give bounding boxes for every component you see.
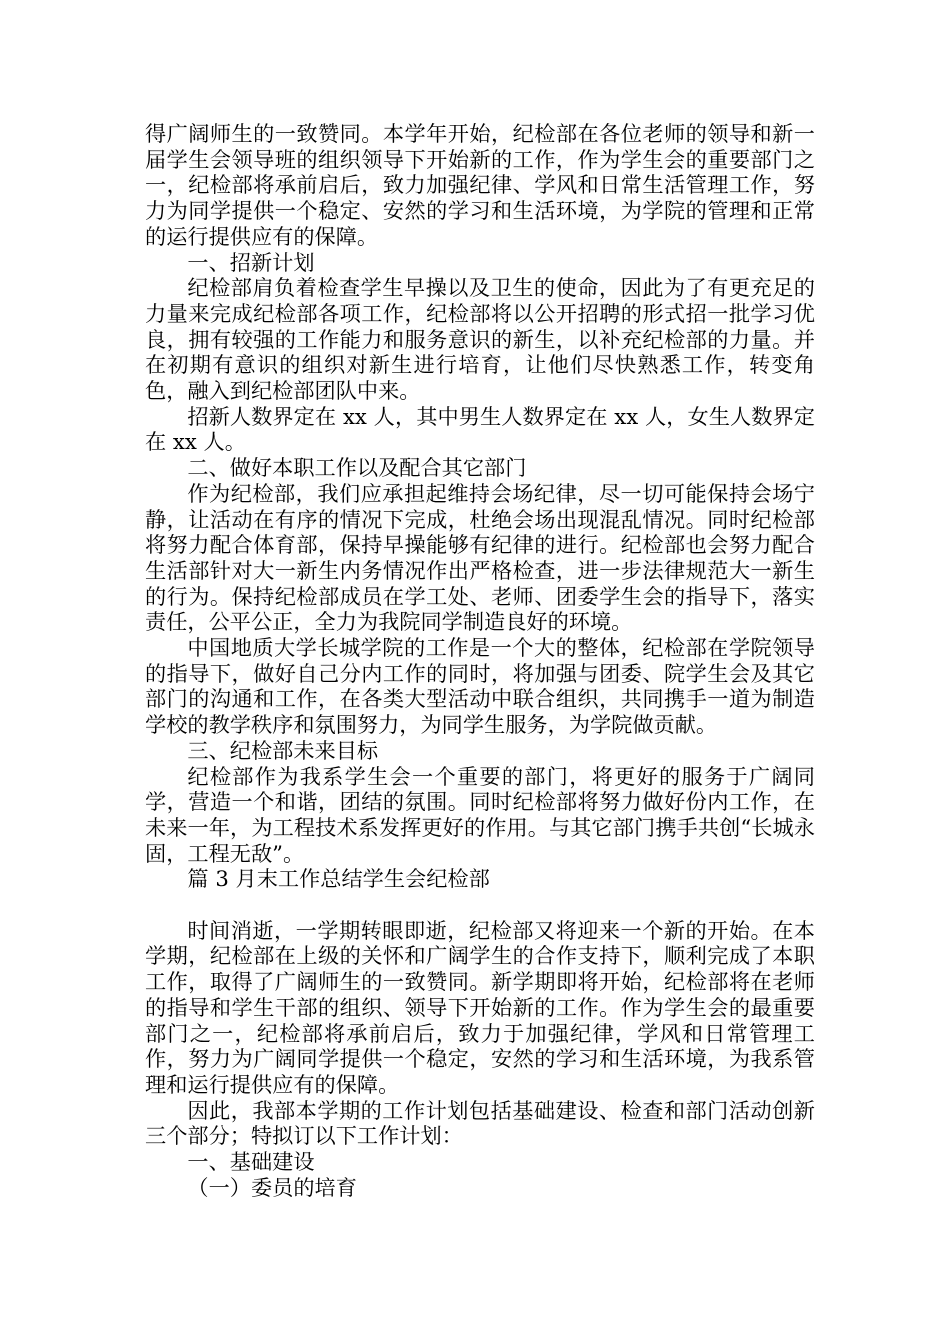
section-heading: 一、招新计划 <box>187 249 315 275</box>
paragraph: 纪检部肩负着检查学生早操以及卫生的使命，因此为了有更充足的力量来完成纪检部各项工作，纪检部将以公开招聘的形式招一批学习优良，拥有较强的工作能力和服务意识的新生，以补充纪检部的力量。并在初期有意识的组织对新生进行培育，让他们尽快熟悉工作，转变角色，融入到纪检部团队中来。 <box>145 275 815 404</box>
paragraph: 得广阔师生的一致赞同。本学年开始，纪检部在各位老师的领导和新一届学生会领导班的组织领导下开始新的工作，作为学生会的重要部门之一，纪检部将承前启后，致力加强纪律、学风和日常生活管理工作，努力为同学提供一个稳定、安然的学习和生活环境，为学院的管理和正常的运行提供应有的保障。 <box>145 121 815 249</box>
subsection-heading: （一）委员的培育 <box>187 1174 357 1200</box>
paragraph: 纪检部作为我系学生会一个重要的部门，将更好的服务于广阔同学，营造一个和谐，团结的氛围。同时纪检部将努力做好份内工作，在未来一年，为工程技术系发挥更好的作用。与其它部门携手共创“长城永固，工程无敌”。 <box>145 763 815 866</box>
paragraph: 招新人数界定在 xx 人，其中男生人数界定在 xx 人，女生人数界定在 xx 人。 <box>145 403 815 455</box>
section-heading: 三、纪检部未来目标 <box>187 737 379 763</box>
section-heading: 二、做好本职工作以及配合其它部门 <box>187 455 527 481</box>
paragraph: 时间消逝，一学期转眼即逝，纪检部又将迎来一个新的开始。在本学期，纪检部在上级的关怀和广阔学生的合作支持下，顺利完成了本职工作，取得了广阔师生的一致赞同。新学期即将开始，纪检部将在老师的指导和学生干部的组织、领导下开始新的工作。作为学生会的最重要部门之一，纪检部将承前启后，致力于加强纪律，学风和日常管理工作，努力为广阔同学提供一个稳定，安然的学习和生活环境，为我系管理和运行提供应有的保障。 <box>145 917 815 1097</box>
article-title: 篇 3 月末工作总结学生会纪检部 <box>187 866 490 892</box>
document-page <box>145 121 815 1201</box>
paragraph: 因此，我部本学期的工作计划包括基础建设、检查和部门活动创新三个部分；特拟订以下工作计划： <box>145 1097 815 1149</box>
section-heading: 一、基础建设 <box>187 1149 315 1175</box>
paragraph: 中国地质大学长城学院的工作是一个大的整体，纪检部在学院领导的指导下，做好自己分内工作的同时，将加强与团委、院学生会及其它部门的沟通和工作，在各类大型活动中联合组织，共同携手一道为制造学校的教学秩序和氛围努力，为同学生服务，为学院做贡献。 <box>145 635 815 738</box>
paragraph: 作为纪检部，我们应承担起维持会场纪律，尽一切可能保持会场宁静，让活动在有序的情况下完成，杜绝会场出现混乱情况。同时纪检部将努力配合体育部，保持早操能够有纪律的进行。纪检部也会努力配合生活部针对大一新生内务情况作出严格检查，进一步法律规范大一新生的行为。保持纪检部成员在学工处、老师、团委学生会的指导下，落实责任，公平公正，全力为我院同学制造良好的环境。 <box>145 480 815 635</box>
blank-line <box>145 892 815 918</box>
